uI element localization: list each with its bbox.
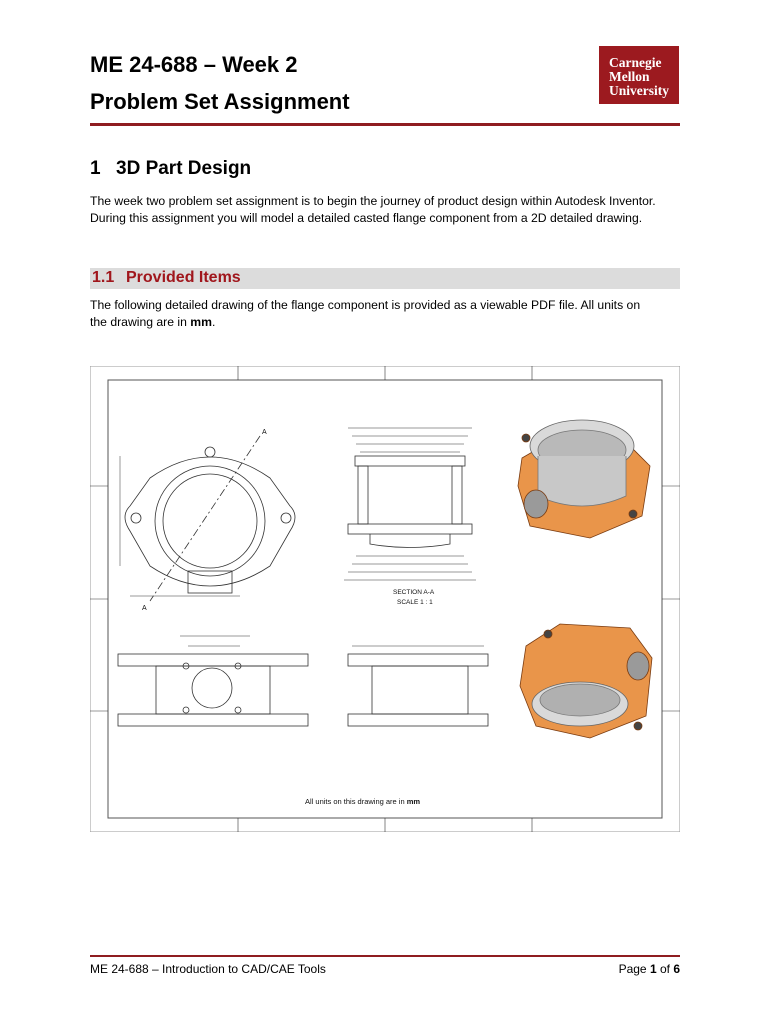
svg-text:SCALE 1 : 1: SCALE 1 : 1 (397, 599, 433, 606)
iso-render-top (518, 420, 650, 538)
document-title-line1: ME 24-688 – Week 2 (90, 52, 298, 77)
footer-rule (90, 955, 680, 957)
drawing-units-note: All units on this drawing are in mm (305, 797, 421, 806)
footer-course: ME 24-688 – Introduction to CAD/CAE Tools (90, 962, 326, 976)
document-title-line2: Problem Set Assignment (90, 89, 350, 114)
svg-text:A: A (262, 429, 267, 436)
subsection-heading: 1.1 Provided Items (92, 269, 241, 286)
provided-items-paragraph: The following detailed drawing of the flange component is provided as a viewable PDF file. All units on the drawing are in mm. (90, 298, 641, 329)
section-heading: 1 3D Part Design (90, 158, 252, 179)
cmu-logo: Carnegie Mellon University (599, 46, 679, 104)
svg-text:A: A (142, 605, 147, 612)
flange-detail-drawing (90, 366, 680, 832)
page-number: Page 1 of 6 (618, 962, 680, 976)
header-rule (90, 123, 680, 126)
svg-text:SECTION A-A: SECTION A-A (393, 589, 435, 596)
section-intro-paragraph: The week two problem set assignment is to begin the journey of product design within Autodesk Inventor. During this assignment you will model a detailed casted flange component from a 2D detailed drawing. (90, 194, 656, 225)
iso-render-bottom (520, 624, 652, 738)
